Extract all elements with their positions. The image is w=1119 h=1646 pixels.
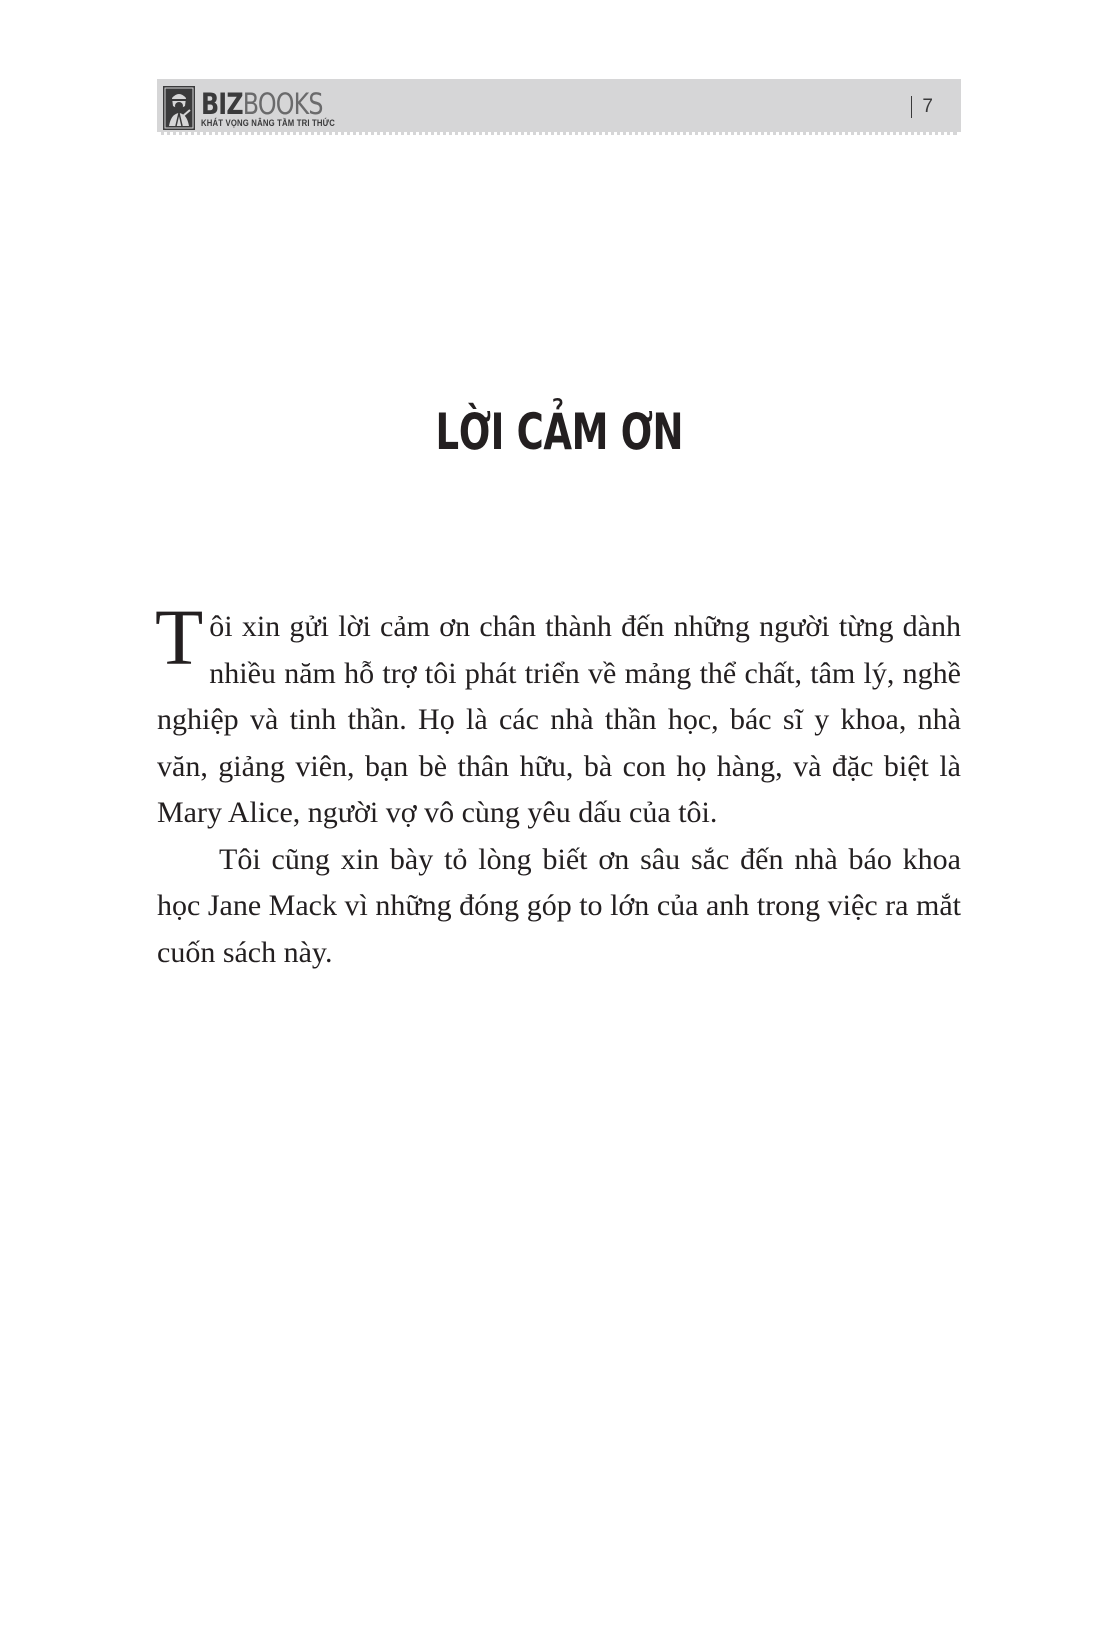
page-number: 7 (922, 96, 933, 117)
publisher-logo (163, 85, 357, 131)
publisher-tagline: KHÁT VỌNG NÂNG TẦM TRI THỨC (201, 117, 336, 128)
page-number-block (911, 96, 933, 118)
paragraph-2: Tôi cũng xin bày tỏ lòng biết ơn sâu sắc đến nhà báo khoa học Jane Mack vì những đóng góp to lớn của anh trong việc ra mắt cuốn sách này. (157, 842, 961, 969)
header-divider (911, 96, 913, 118)
paragraph-1 (155, 595, 961, 837)
brand-strong: BIZ (201, 86, 243, 121)
publisher-emblem-icon (163, 86, 195, 130)
chapter-title (0, 402, 1119, 462)
paragraph-1-text: ôi xin gửi lời cảm ơn chân thành đến những người từng dành nhiều năm hỗ trợ tôi phát triển về mảng thể chất, tâm lý, nghề nghiệp và tinh thần. Họ là các nhà thần học, bác sĩ y khoa, nhà văn, giảng viên, bạn bè thân hữu, bà con họ hàng, và đặc biệt là Mary Alice, người vợ vô cùng yêu dấu của tôi. (157, 610, 961, 829)
brand-light: BOOKS (242, 86, 323, 121)
running-header (157, 79, 961, 135)
body-text (155, 595, 961, 976)
drop-cap: T (155, 595, 204, 682)
publisher-brand (201, 86, 329, 121)
chapter-title-text: LỜI CẢM ƠN (435, 403, 684, 461)
